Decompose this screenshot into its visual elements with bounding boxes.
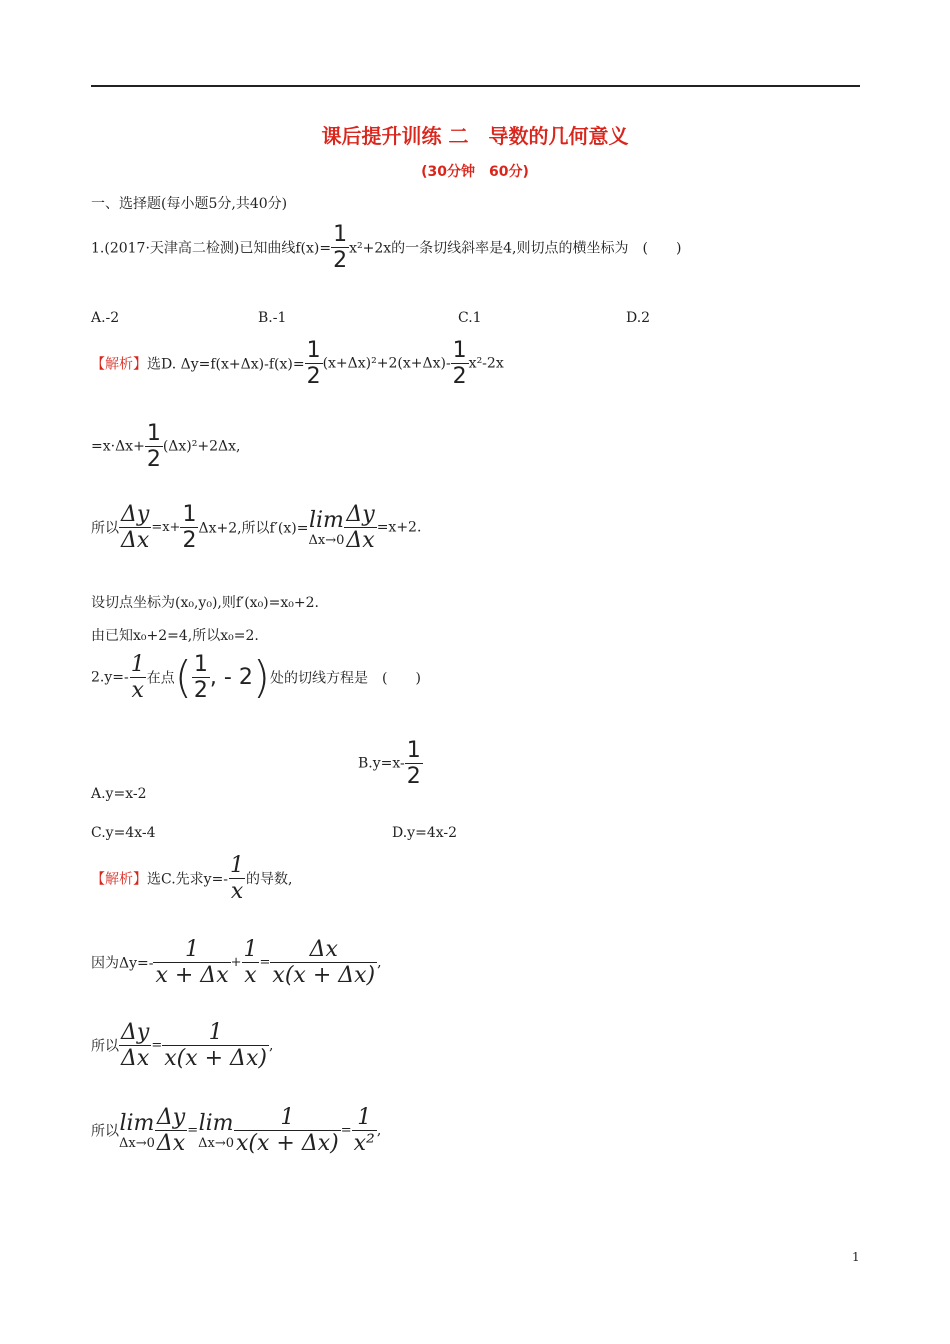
analysis-tag: 【解析】 [91, 356, 147, 373]
q1-prefix: 1.(2017·天津高二检测)已知曲线f(x)= [91, 240, 332, 257]
fraction-dy-dx: $\frac{\Delta y}{\Delta x}$ [121, 1020, 150, 1071]
q2-option-d: D.y=4x-2 [392, 825, 458, 841]
fraction-half: $\frac{1}{2}$ [146, 421, 161, 472]
left-paren: ( [174, 652, 192, 703]
fraction-half: $\frac{1}{2}$ [452, 338, 467, 389]
limit: lim Δx→0 [119, 1110, 155, 1151]
fraction-1-over-x-plus-dx: $\frac{1}{x + \Delta x}$ [155, 937, 229, 988]
answer-1-line-1: 【解析】选D. Δy=f(x+Δx)-f(x)= $\frac{1}{2}$ (x+Δx)²+2(x+Δx)- $\frac{1}{2}$ x²-2x [91, 338, 504, 389]
answer-2-line-4: 所以 lim Δx→0 $\frac{\Delta y}{\Delta x}$ = lim Δx→0 $\frac{1}{x(x + \Delta x)}$ = $\frac{1}{\text{x²}}$ , [91, 1105, 382, 1156]
fraction-1-over-x: $\frac{1}{x}$ [130, 652, 145, 703]
fraction-dy-dx: $\frac{\Delta y}{\Delta x}$ [156, 1105, 186, 1156]
section-heading: 一、选择题(每小题5分,共40分) [91, 196, 288, 212]
q1-option-c: C.1 [458, 310, 482, 326]
header-rule [91, 85, 860, 87]
fraction-dy-dx: $\frac{\Delta y}{\Delta x}$ [346, 502, 375, 553]
fraction-half: $\frac{1}{2}$ [306, 338, 321, 389]
q2-option-b: B.y=x- $\frac{1}{2}$ [358, 738, 421, 789]
q2-option-c: C.y=4x-4 [91, 825, 156, 841]
answer-1-line-3: 所以 $\frac{\Delta y}{\Delta x}$ =x+ $\frac{1}{2}$ Δx+2,所以f′(x)= lim Δx→0 $\frac{\Delta y}{\Delta x}$ =x+2. [91, 502, 422, 553]
answer-1-line-2: =x·Δx+ $\frac{1}{2}$ (Δx)²+2Δx, [91, 421, 241, 472]
q1-option-d: D.2 [626, 310, 651, 326]
analysis-tag: 【解析】 [91, 871, 147, 888]
limit: lim Δx→0 [308, 507, 345, 548]
answer-2-line-3: 所以 $\frac{\Delta y}{\Delta x}$ = $\frac{1}{x(x + \Delta x)}$ , [91, 1020, 274, 1071]
fraction-half: $\frac{1}{2}$ [193, 652, 208, 703]
answer-2-line-2: 因为Δy=- $\frac{1}{x + \Delta x}$ + $\frac{1}{x}$ = $\frac{\Delta x}{x(x + \Delta x)}$ , [91, 937, 382, 988]
answer-2-line-1: 【解析】选C.先求y=- $\frac{1}{x}$ 的导数, [91, 853, 293, 904]
fraction-dy-dx: $\frac{\Delta y}{\Delta x}$ [121, 502, 150, 553]
limit: lim Δx→0 [198, 1110, 235, 1151]
question-2: 2.y=- $\frac{1}{x}$ 在点( $\frac{1}{2}$ , - 2)处的切线方程是 ( ) [91, 652, 421, 703]
page-number: 1 [852, 1250, 860, 1264]
fraction-half: $\frac{1}{2}$ [182, 502, 197, 553]
answer-1-line-5: 由已知x₀+2=4,所以x₀=2. [91, 628, 259, 644]
fraction-1-over-x: $\frac{1}{x}$ [230, 853, 245, 904]
fraction-1-over-product: $\frac{1}{x(x + \Delta x)}$ [236, 1105, 339, 1156]
page-title: 课后提升训练 二 导数的几何意义 [321, 124, 629, 148]
q1-option-b: B.-1 [258, 310, 287, 326]
q2-option-a: A.y=x-2 [91, 786, 147, 802]
right-paren: ) [252, 652, 270, 703]
q1-option-a: A.-2 [91, 310, 120, 326]
q1-suffix: x²+2x的一条切线斜率是4,则切点的横坐标为 ( ) [349, 240, 682, 257]
fraction-dx-over-product: $\frac{\Delta x}{x(x + \Delta x)}$ [272, 937, 376, 988]
question-1 [91, 222, 681, 273]
answer-1-line-4: 设切点坐标为(x₀,y₀),则f′(x₀)=x₀+2. [91, 595, 319, 611]
fraction-1-over-product: $\frac{1}{x(x + \Delta x)}$ [164, 1020, 267, 1071]
page-subtitle: (30分钟 60分) [421, 164, 529, 180]
fraction-1-over-x-squared: $\frac{1}{\text{x²}}$ [353, 1105, 375, 1156]
fraction-half: $\frac{1}{2}$ [406, 738, 421, 789]
fraction-1-over-x: $\frac{1}{x}$ [243, 937, 258, 988]
point-y: , - 2 [209, 665, 253, 690]
fraction-half: $\frac{1}{2}$ [333, 222, 348, 273]
